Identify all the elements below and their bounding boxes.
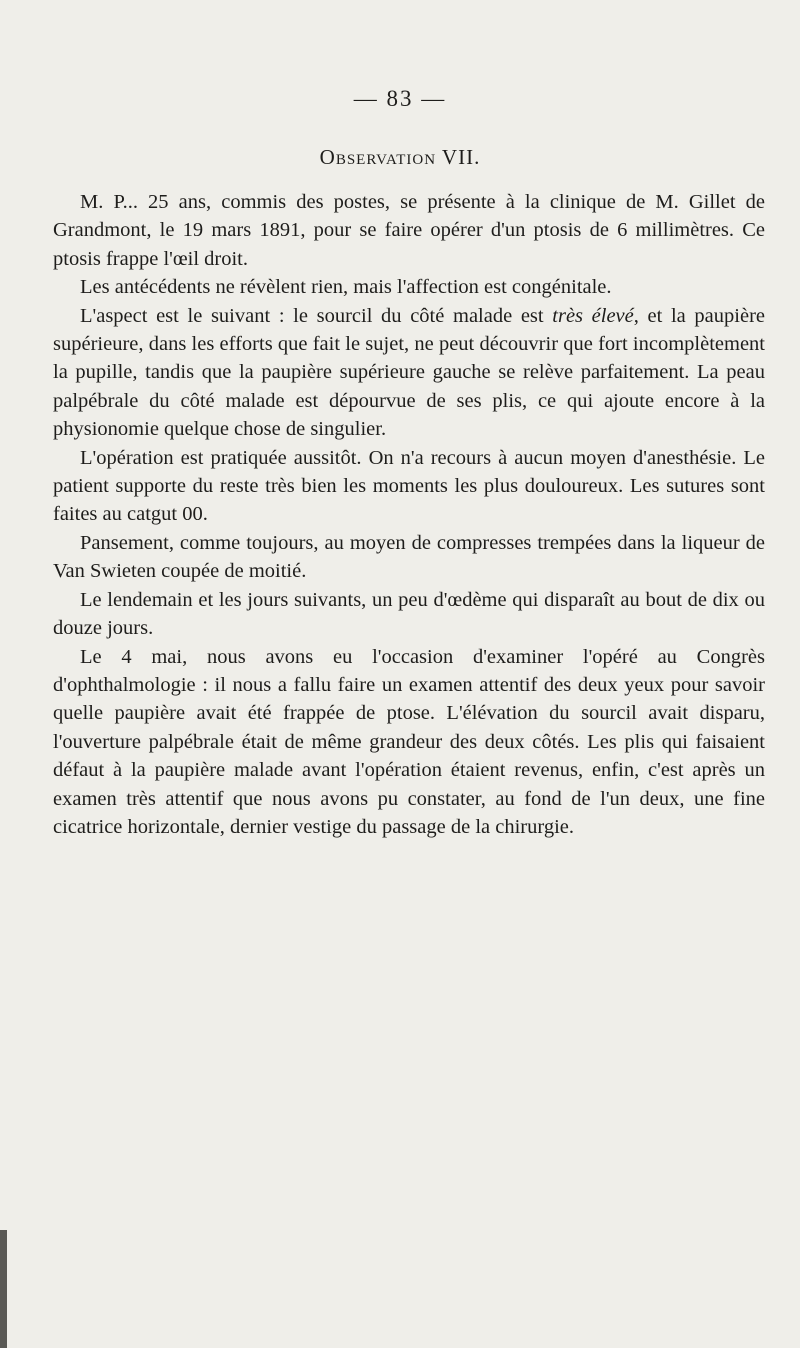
paragraph-6 (53, 586, 765, 643)
paragraph-text: Le lendemain et les jours suivants, un peu d'œdème qui disparaît au bout de dix ou douze jours. (53, 588, 765, 640)
paragraph-text: Le 4 mai, nous avons eu l'occasion d'examiner l'opéré au Congrès d'ophthalmologie : il nous a fallu faire un examen attentif des deux yeux pour savoir quelle paupière avait été frappée de ptose. L'élévation du sourcil avait disparu, l'ouverture palpébrale était de même grandeur des deux côtés. Les plis qui faisaient défaut à la paupière malade avant l'opération étaient revenus, enfin, c'est après un examen très attentif que nous avons pu constater, au fond de l'un deux, une fine cicatrice horizontale, dernier vestige du passage de la chirurgie. (53, 645, 765, 838)
paragraph-text: , et la paupière supérieure, dans les efforts que fait le sujet, ne peut découvrir que fort incomplètement la pupille, tandis que la paupière supérieure gauche se relève parfaitement. La peau palpébrale du côté malade est dépourvue de ses plis, ce qui ajoute encore à la physionomie quelque chose de singulier. (53, 304, 765, 441)
observation-heading: Observation VII. (319, 145, 481, 169)
page-edge-shadow (0, 1230, 7, 1348)
paragraph-2 (53, 273, 765, 301)
paragraph-4 (53, 444, 765, 529)
paragraph-text: M. P... 25 ans, commis des postes, se présente à la clinique de M. Gillet de Grandmont, le 19 mars 1891, pour se faire opérer d'un ptosis de 6 millimètres. Ce ptosis frappe l'œil droit. (53, 191, 765, 270)
paragraph-5 (53, 529, 765, 586)
paragraph-1 (53, 188, 765, 273)
paragraph-7 (53, 643, 765, 842)
italic-phrase: très élevé (552, 304, 634, 327)
page-number: — 83 — (353, 86, 447, 111)
paragraph-text: Pansement, comme toujours, au moyen de compresses trempées dans la liqueur de Van Swieten coupée de moitié. (53, 531, 765, 583)
paragraph-text: L'aspect est le suivant : le sourcil du côté malade est (80, 304, 553, 327)
paragraph-text: L'opération est pratiquée aussitôt. On n'a recours à aucun moyen d'anesthésie. Le patient supporte du reste très bien les moments les plus douloureux. Les sutures sont faites au catgut 00. (53, 446, 765, 526)
paragraph-text: Les antécédents ne révèlent rien, mais l'affection est congénitale. (80, 276, 612, 299)
paragraph-3 (53, 302, 765, 444)
body-text (53, 188, 765, 841)
